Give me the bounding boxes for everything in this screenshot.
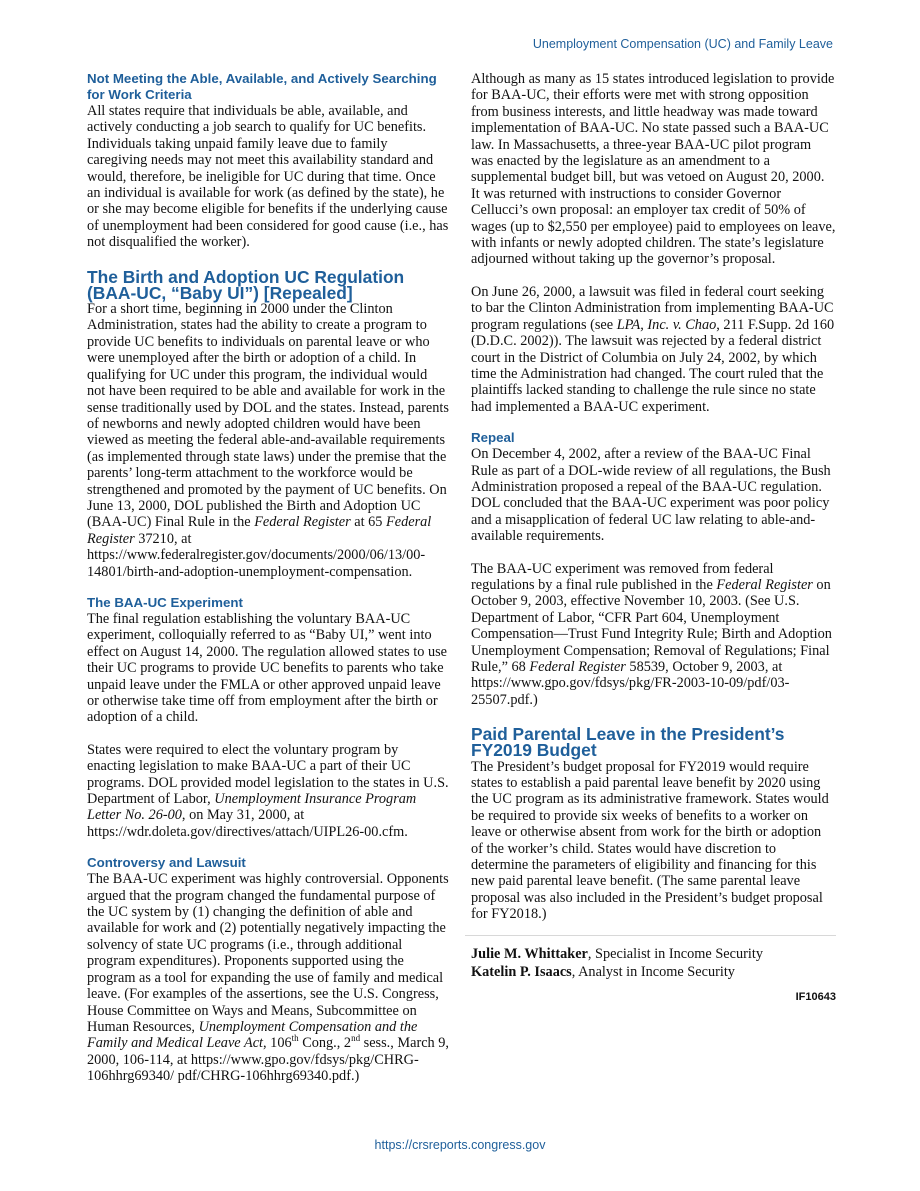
document-number: IF10643 — [795, 990, 836, 1003]
section-state-legislation — [471, 71, 836, 415]
divider — [465, 935, 836, 936]
section-repeal — [471, 430, 836, 708]
section-heading: Controversy and Lawsuit — [87, 855, 246, 871]
section-paid-parental-leave — [471, 726, 836, 922]
paragraph: The President’s budget proposal for FY2019 would require states to establish a paid parental leave benefit by 2020 using the UC program as its administrative framework. States would be required to provide six weeks of benefits to a worker on leave or otherwise absent from work for the birth or adoption of the worker’s child. States would have discretion to determine the parameters of eligibility and financing for this new paid parental leave benefit. (The same parental leave proposal was also included in the President’s budget proposal for FY2018.) — [471, 758, 829, 923]
paragraph: States were required to elect the voluntary program by enacting legislation to make BAA-UC a part of their UC programs. DOL provided model legislation to the states in U.S. Department of Labor, Unemployment Insurance Program Letter No. 26-00, on May 31, 2000, at https://wdr.doleta.gov/directives/attach/UIPL26-00.cfm. — [87, 741, 449, 840]
left-column — [87, 71, 449, 1085]
section-heading: Not Meeting the Able, Available, and Actively Searching for Work Criteria — [87, 71, 437, 102]
section-baa-uc-experiment — [87, 595, 449, 840]
footer-url[interactable]: https://crsreports.congress.gov — [374, 1138, 546, 1152]
author-line: Julie M. Whittaker, Specialist in Income Security — [471, 945, 763, 962]
right-column — [471, 71, 836, 1003]
author-line: Katelin P. Isaacs, Analyst in Income Security — [471, 963, 735, 980]
paragraph: The BAA-UC experiment was highly controversial. Opponents argued that the program changed the fundamental purpose of the UC system by (1) changing the definition of able and available for work and (2) potentially negatively impacting the solvency of state UC programs (i.e., through additional program expenditures). Proponents supported using the program as a tool for expanding the use of family and medical leave. (For examples of the assertions, see the U.S. Congress, House Committee on Ways and Means, Subcommittee on Human Resources, Unemployment Compensation and the Family and Medical Leave Act, 106th Cong., 2nd sess., March 9, 2000, 106-114, at https://www.gpo.gov/fdsys/pkg/CHRG-106hhrg69340/ pdf/CHRG-106hhrg69340.pdf.) — [87, 871, 450, 1085]
paragraph: Although as many as 15 states introduced legislation to provide for BAA-UC, their efforts were met with strong opposition from business interests, and little headway was made toward implementation of BAA-UC. No state passed such a BAA-UC law. In Massachusetts, a three-year BAA-UC pilot program was enacted by the legislature as an amendment to a supplemental budget bill, but was vetoed on August 20, 2000. It was returned with instructions to consider Governor Cellucci’s own proposal: an employer tax credit of 50% of wages (up to $2,550 per employee) paid to employees on leave, with infants or newly adopted children. The state’s legislature adjourned without taking up the governor’s proposal. — [471, 71, 836, 268]
paragraph: For a short time, beginning in 2000 under the Clinton Administration, states had the ability to create a program to provide UC benefits to individuals on parental leave or who were unemployed after the birth or adoption of a child. In qualifying for UC under this program, the individual would not have been required to be able and available for work in the sense traditionally used by DOL and the states. Instead, parents of newborns and newly adopted children would have been viewed as meeting the federal able-and-available requirements (as implemented through state laws) under the premise that the parents’ long-term attachment to the workforce would be strengthened and promoted by the payment of UC benefits. On June 13, 2000, DOL published the Birth and Adoption UC (BAA-UC) Final Rule in the Federal Register at 65 Federal Register 37210, at https://www.federalregister.gov/documents/2000/06/13/00-14801/birth-and-adoption-unemployment-compensation. — [87, 301, 449, 580]
section-availability — [87, 71, 449, 251]
section-heading: Repeal — [471, 430, 515, 446]
section-heading: The Birth and Adoption UC Regulation (BAA-UC, “Baby UI”) [Repealed] — [87, 266, 405, 303]
section-heading: The BAA-UC Experiment — [87, 594, 243, 610]
running-header: Unemployment Compensation (UC) and Family Leave — [532, 37, 833, 51]
paragraph: All states require that individuals be able, available, and actively conducting a job search to qualify for UC benefits. Individuals taking unpaid family leave due to family caregiving needs may not meet this availability standard and would, therefore, be ineligible for UC during that time. Once an individual is available for work (as defined by the state), he or she may become eligible for benefits if the underlying cause of unemployment had been considered for good cause (i.e., has not disqualified the worker). — [87, 103, 449, 251]
paragraph: On June 26, 2000, a lawsuit was filed in federal court seeking to bar the Clinton Administration from implementing BAA-UC program regulations (see LPA, Inc. v. Chao, 211 F.Supp. 2d 160 (D.D.C. 2002)). The lawsuit was rejected by a federal district court in the District of Columbia on July 24, 2002, by which time the Administration had changed. The court ruled that the plaintiffs lacked standing to challenge the rule since no state had implemented a BAA-UC experiment. — [471, 283, 835, 415]
paragraph: The final regulation establishing the voluntary BAA-UC experiment, colloquially referred to as “Baby UI,” went into effect on August 14, 2000. The regulation allowed states to use their UC programs to provide UC benefits to parents who take unpaid leave under the FMLA or other approved unpaid leave or otherwise take time off from employment after the birth or adoption of a child. — [87, 610, 447, 726]
paragraph: The BAA-UC experiment was removed from federal regulations by a final rule published in the Federal Register on October 9, 2003, effective November 10, 2003. (See U.S. Department of Labor, “CFR Part 604, Unemployment Compensation—Trust Fund Integrity Rule; Birth and Adoption Unemployment Compensation; Removal of Regulations; Final Rule,” 68 Federal Register 58539, October 9, 2003, at https://www.gpo.gov/fdsys/pkg/FR-2003-10-09/pdf/03-25507.pdf.) — [471, 560, 832, 708]
section-controversy-lawsuit — [87, 855, 449, 1084]
paragraph: On December 4, 2002, after a review of the BAA-UC Final Rule as part of a DOL-wide review of all regulations, the Bush Administration proposed a repeal of the BAA-UC regulation. DOL concluded that the BAA-UC experiment was poor policy and a misapplication of federal UC law relating to able-and-available requirements. — [471, 446, 831, 545]
section-baa-uc-regulation — [87, 266, 449, 580]
section-heading: Paid Parental Leave in the President’s FY2019 Budget — [471, 724, 785, 761]
